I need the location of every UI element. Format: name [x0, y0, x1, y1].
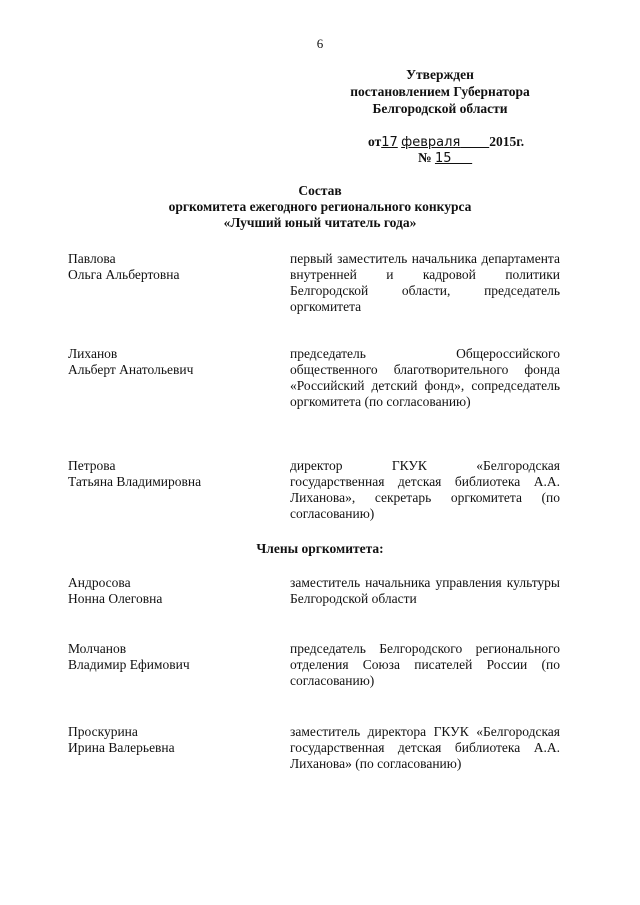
member-name: [68, 458, 268, 490]
member-role: первый заместитель начальника департамента внутренней и кадровой политики Белгородской области, председатель оргкомитета: [290, 251, 560, 314]
member-given-name: Нонна Олеговна: [68, 591, 163, 606]
document-title: [0, 183, 640, 231]
approval-line-2: постановлением Губернатора: [350, 84, 530, 99]
member-given-name: Татьяна Владимировна: [68, 474, 202, 489]
approval-block: [340, 66, 540, 117]
date-prefix: от: [368, 134, 382, 149]
number-value: 15: [434, 151, 452, 166]
approval-date: [368, 134, 524, 150]
date-year: 2015г.: [489, 134, 525, 149]
member-role: заместитель начальника управления культуры Белгородской области: [290, 575, 560, 606]
member-given-name: Ольга Альбертовна: [68, 267, 180, 282]
member-role: председатель Общероссийского общественного благотворительного фонда «Российский детский фонд», сопредседатель оргкомитета (по согласованию): [290, 346, 560, 409]
member-name: [68, 575, 268, 607]
member-name: [68, 346, 268, 378]
number-prefix: №: [418, 150, 432, 165]
approval-number: [418, 150, 472, 166]
member-given-name: Владимир Ефимович: [68, 657, 190, 672]
member-surname: Проскурина: [68, 724, 138, 739]
member-name: [68, 641, 268, 673]
member-surname: Лиханов: [68, 346, 118, 361]
member-surname: Молчанов: [68, 641, 127, 656]
member-surname: Андросова: [68, 575, 131, 590]
date-month: февраля: [401, 135, 461, 150]
member-role: директор ГКУК «Белгородская государственная детская библиотека А.А. Лиханова», секретарь оргкомитета (по согласованию): [290, 458, 560, 521]
member-role: председатель Белгородского регионального отделения Союза писателей России (по согласованию): [290, 641, 560, 688]
member-given-name: Альберт Анатольевич: [68, 362, 194, 377]
date-day: 17: [381, 135, 398, 150]
member-given-name: Ирина Валерьевна: [68, 740, 175, 755]
member-role: заместитель директора ГКУК «Белгородская государственная детская библиотека А.А. Лиханова» (по согласованию): [290, 724, 560, 771]
member-name: [68, 724, 268, 756]
title-line-1: Состав: [298, 183, 342, 198]
member-name: [68, 251, 268, 283]
title-line-3: «Лучший юный читатель года»: [223, 215, 417, 230]
approval-line-1: Утвержден: [406, 67, 474, 82]
members-heading: Члены оргкомитета:: [256, 541, 384, 556]
member-surname: Петрова: [68, 458, 116, 473]
page-number: 6: [316, 36, 324, 51]
approval-line-3: Белгородской области: [372, 101, 508, 116]
title-line-2: оргкомитета ежегодного регионального конкурса: [168, 199, 472, 214]
member-surname: Павлова: [68, 251, 116, 266]
